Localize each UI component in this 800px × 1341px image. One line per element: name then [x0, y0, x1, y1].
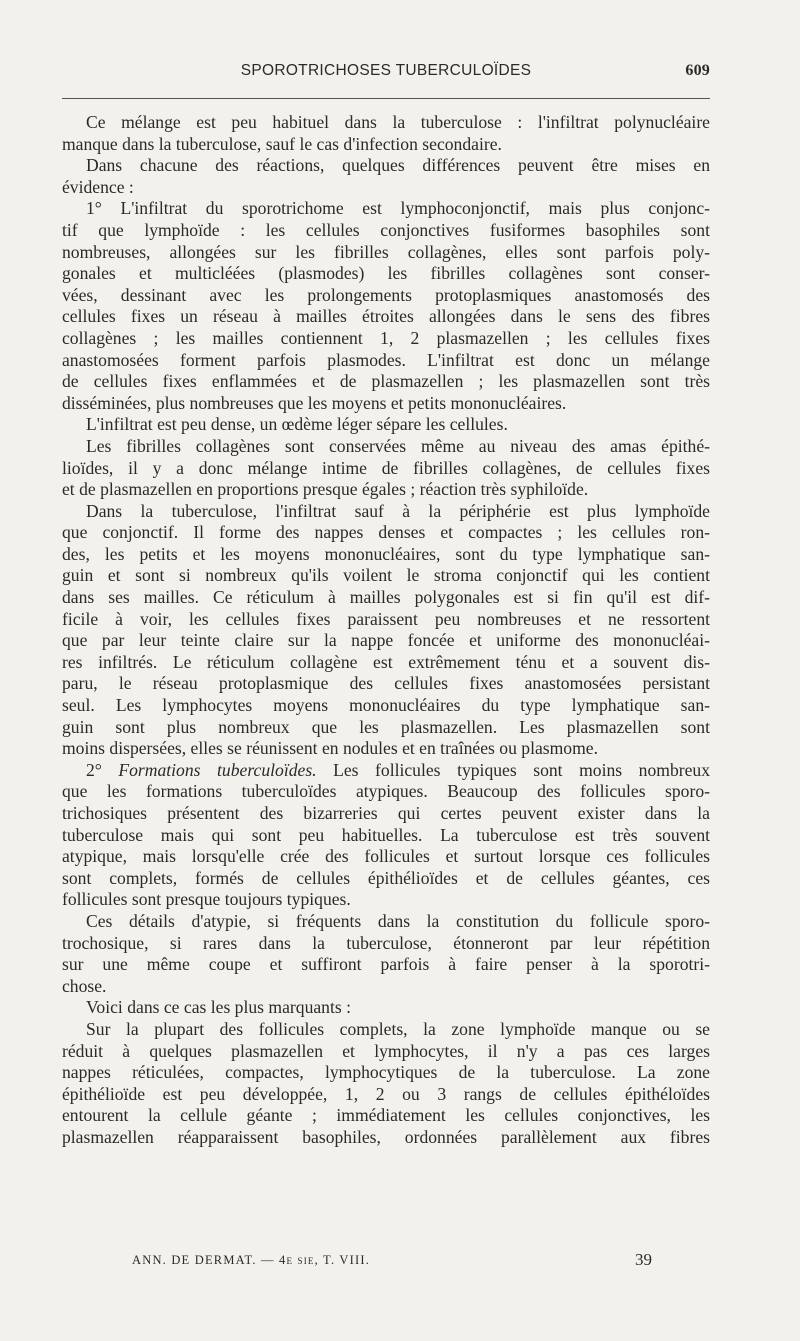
text-line: res infiltrés. Le réticulum collagène est extrêmement ténu et a souvent dis- [62, 651, 710, 672]
text-line: entourent la cellule géante ; immédiatement les cellules conjonctives, les [62, 1105, 710, 1126]
text-line: chose. [62, 975, 107, 996]
text-line: épithélioïde est peu développée, 1, 2 ou 3 rangs de cellules épithéloïdes [62, 1083, 710, 1104]
text-line: des, les petits et les moyens mononucléaires, sont du type lymphatique san- [62, 543, 710, 564]
footer [132, 1250, 652, 1274]
text-line: réduit à quelques plasmazellen et lymphocytes, il n'y a pas ces larges [62, 1040, 710, 1061]
text-line: que les formations tuberculoïdes atypiques. Beaucoup des follicules sporo- [62, 781, 710, 802]
text-line: tuberculose mais qui sont peu habituelles. La tuberculose est très souvent [62, 824, 710, 845]
text-line: Ces détails d'atypie, si fréquents dans la constitution du follicule sporo- [86, 910, 710, 931]
body-text [62, 112, 710, 1149]
text-line: Voici dans ce cas les plus marquants : [86, 997, 351, 1018]
text-line: 1° L'infiltrat du sporotrichome est lymphoconjonctif, mais plus conjonc- [86, 198, 710, 219]
section-number: 2° [86, 759, 119, 780]
section-heading: Formations tuberculoïdes. [118, 759, 317, 780]
text-line: trochosique, si rares dans la tuberculose, étonneront par leur répétition [62, 932, 710, 953]
running-title: SPOROTRICHOSES TUBERCULOÏDES [240, 62, 532, 79]
text-line: atypique, mais lorsqu'elle crée des follicules et surtout lorsque ces follicules [62, 846, 710, 867]
text-line-section-2 [62, 760, 710, 782]
text-line: Dans la tuberculose, l'infiltrat sauf à la périphérie est plus lymphoïde [86, 500, 710, 521]
text-line: collagènes ; les mailles contiennent 1, 2 plasmazellen ; les cellules fixes [62, 327, 710, 348]
text-line: sur une même coupe et suffiront parfois à faire penser à la sporotri- [62, 954, 710, 975]
text-line: guin sont plus nombreux que les plasmazellen. Les plasmazellen sont [62, 716, 710, 737]
text-line: nombreuses, allongées sur les fibrilles collagènes, elles sont parfois poly- [62, 241, 710, 262]
text-line: que conjonctif. Il forme des nappes denses et compactes ; les cellules ron- [62, 522, 710, 543]
text-line: Ce mélange est peu habituel dans la tuberculose : l'infiltrat polynucléaire [86, 112, 710, 132]
text-line: L'infiltrat est peu dense, un œdème léger sépare les cellules. [86, 414, 508, 435]
text-line: nappes réticulées, compactes, lymphocytiques de la tuberculose. La zone [62, 1062, 710, 1083]
text-line: tif que lymphoïde : les cellules conjonctives fusiformes basophiles sont [62, 219, 710, 240]
section-lead: Les follicules typiques sont moins nombreux [316, 759, 711, 780]
text-line: et de plasmazellen en proportions presque égales ; réaction très syphiloïde. [62, 479, 589, 500]
text-line: cellules fixes un réseau à mailles étroites allongées dans le sens des fibres [62, 306, 710, 327]
text-line: ficile à voir, les cellules fixes paraissent peu nombreuses et ne ressortent [62, 608, 710, 629]
text-line: disséminées, plus nombreuses que les moyens et petits mononucléaires. [62, 392, 567, 413]
header-rule [62, 98, 710, 99]
text-line: lioïdes, il y a donc mélange intime de fibrilles collagènes, de cellules fixes [62, 457, 710, 478]
text-line: sont complets, formés de cellules épithélioïdes et de cellules géantes, ces [62, 867, 710, 888]
text-line: moins dispersées, elles se réunissent en nodules et en traînées ou plasmome. [62, 738, 598, 759]
text-line: trichosiques présentent des bizarreries qui certes peuvent exister dans la [62, 803, 710, 823]
text-line: seul. Les lymphocytes moyens mononucléaires du type lymphatique san- [62, 695, 710, 716]
text-line: paru, le réseau protoplasmique des cellules fixes anastomosées persistant [62, 673, 710, 694]
page-number: 609 [685, 62, 710, 79]
text-line: plasmazellen réapparaissent basophiles, ordonnées parallèlement aux fibres [62, 1126, 710, 1147]
text-line: Les fibrilles collagènes sont conservées même au niveau des amas épithé- [86, 435, 710, 456]
journal-reference: ANN. DE DERMAT. — 4e sie, T. VIII. [132, 1253, 371, 1267]
text-line: anastomosées forment parfois plasmodes. L'infiltrat est donc un mélange [62, 349, 710, 370]
text-line: de cellules fixes enflammées et de plasmazellen ; les plasmazellen sont très [62, 371, 710, 392]
text-line: manque dans la tuberculose, sauf le cas d'infection secondaire. [62, 133, 502, 154]
text-line: dans ses mailles. Ce réticulum à mailles polygonales est si fin qu'il est dif- [62, 587, 710, 608]
text-line: follicules sont presque toujours typiques. [62, 889, 351, 910]
text-line: Sur la plupart des follicules complets, la zone lymphoïde manque ou se [86, 1018, 710, 1039]
text-line: vées, dessinant avec les prolongements protoplasmiques anastomosés des [62, 284, 710, 305]
text-line: évidence : [62, 176, 134, 197]
signature-mark: 39 [635, 1250, 652, 1269]
text-line: gonales et multicléées (plasmodes) les fibrilles collagènes sont conser- [62, 263, 710, 284]
text-line: guin et sont si nombreux qu'ils voilent le stroma conjonctif qui les contient [62, 565, 710, 586]
text-line: Dans chacune des réactions, quelques différences peuvent être mises en [86, 155, 710, 176]
text-line: que par leur teinte claire sur la nappe foncée et uniforme des mononucléai- [62, 630, 710, 651]
running-head [62, 60, 710, 86]
